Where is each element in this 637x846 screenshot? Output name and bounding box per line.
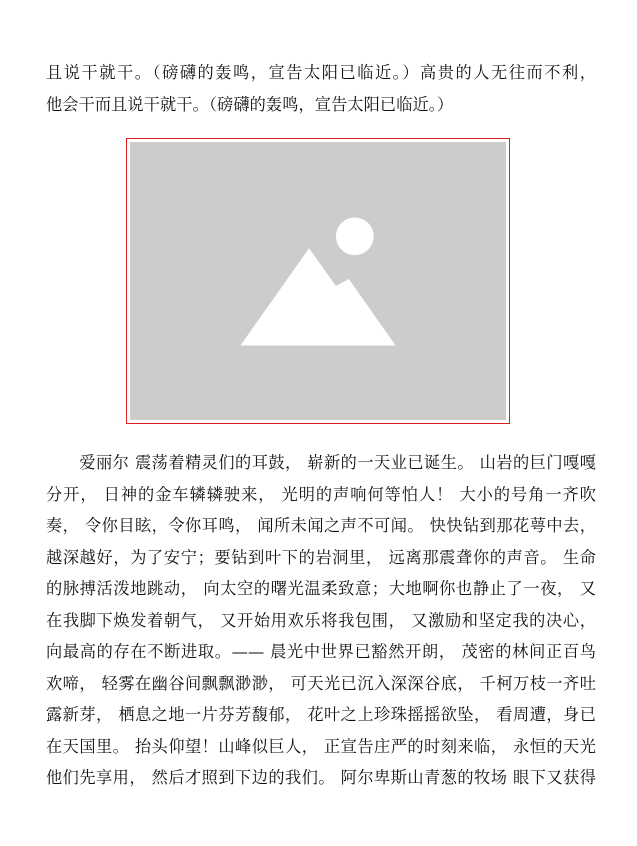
text-line: 他们先享用， 然后才照到下边的我们。 阿尔卑斯山青葱的牧场 眼下又获得	[46, 768, 596, 787]
main-paragraph	[46, 447, 596, 794]
text-line: 在我脚下焕发着朝气， 又开始用欢乐将我包围， 又激励和坚定我的决心，	[46, 610, 596, 630]
text-line: 露新芽， 栖息之地一片芬芳馥郁， 花叶之上珍珠摇摇欲坠， 看周遭，身已	[46, 705, 596, 724]
image-placeholder	[130, 142, 506, 420]
text-line: 欢啼， 轻雾在幽谷间飘飘渺渺， 可天光已沉入深深谷底， 千柯万枝一齐吐	[46, 673, 596, 693]
mountain-icon	[240, 248, 395, 345]
text-line: 向最高的存在不断进取。—— 晨光中世界已豁然开朗， 茂密的林间正百鸟	[46, 642, 596, 661]
text-line: 爱丽尔 震荡着精灵们的耳鼓， 崭新的一天业已诞生。 山岩的巨门嘎嘎	[46, 453, 596, 472]
sun-icon	[336, 217, 374, 255]
text-line: 的脉搏活泼地跳动， 向太空的曙光温柔致意；大地啊你也静止了一夜， 又	[46, 579, 596, 598]
figure-frame	[126, 138, 510, 424]
image-placeholder-icon	[130, 142, 506, 420]
text-line: 分开， 日神的金车辚辚驶来， 光明的声响何等怕人！ 大小的号角一齐吹	[46, 484, 596, 504]
text-line: 他会干而且说干就干。（磅礴的轰鸣，宣告太阳已临近。）	[46, 94, 454, 114]
text-line: 在天国里。 抬头仰望！山峰似巨人， 正宣告庄严的时刻来临， 永恒的天光	[46, 736, 596, 756]
top-paragraph	[46, 57, 596, 120]
text-line: 且说干就干。（磅礴的轰鸣，宣告太阳已临近。）高贵的人无往而不利，	[46, 63, 596, 82]
text-line: 越深越好，为了安宁；要钻到叶下的岩洞里， 远离那震聋你的声音。 生命	[46, 547, 596, 567]
text-line: 奏， 令你目眩，令你耳鸣， 闻所未闻之声不可闻。 快快钻到那花萼中去，	[46, 516, 596, 535]
